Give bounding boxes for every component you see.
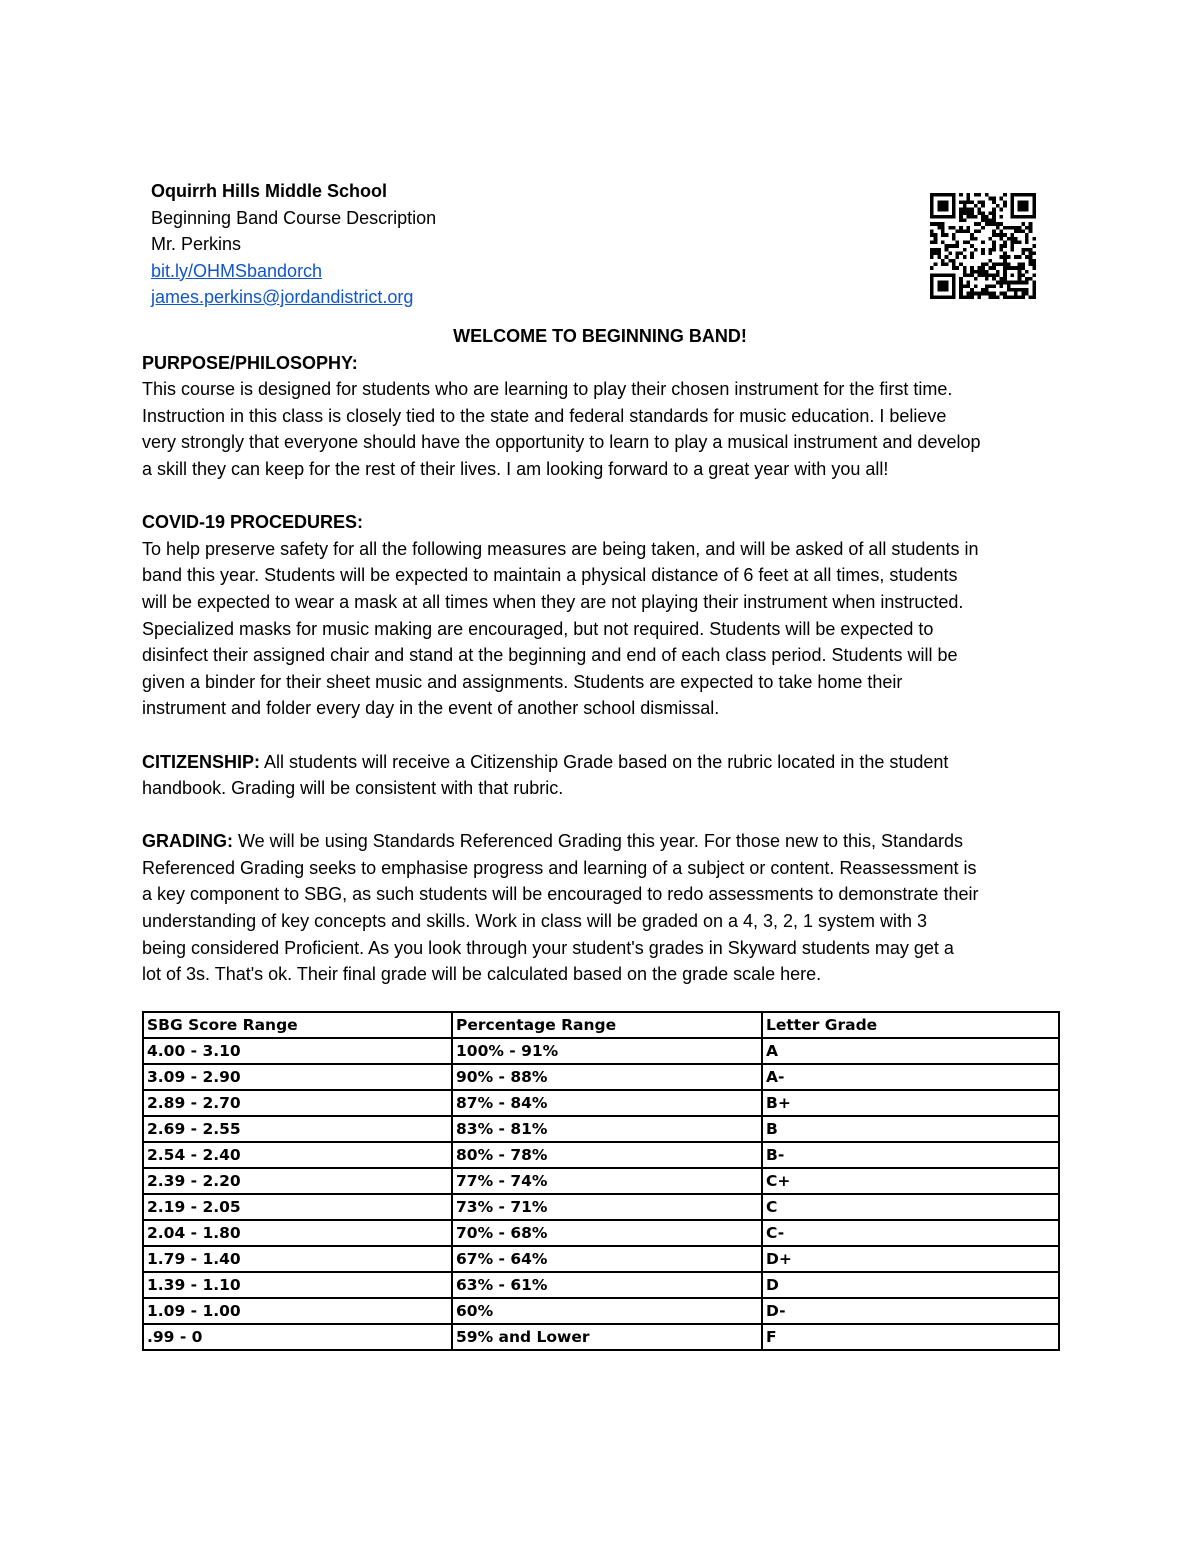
grading-line: lot of 3s. That's ok. Their final grade will be calculated based on the grade scale here. xyxy=(142,964,822,985)
letter-grade-cell: D+ xyxy=(762,1246,1059,1272)
covid-line: given a binder for their sheet music and assignments. Students are expected to take home their xyxy=(142,671,903,692)
qr-code-icon xyxy=(930,193,1036,299)
grading-line xyxy=(142,828,1072,855)
percentage-range-cell: 90% - 88% xyxy=(452,1064,762,1090)
letter-grade-cell: C xyxy=(762,1194,1059,1220)
letter-grade-cell: C+ xyxy=(762,1168,1059,1194)
citizenship-text: All students will receive a Citizenship Grade based on the rubric located in the student xyxy=(260,751,949,772)
percentage-range-cell: 80% - 78% xyxy=(452,1142,762,1168)
grading-line: a key component to SBG, as such students will be encouraged to redo assessments to demonstrate their xyxy=(142,884,979,905)
purpose-heading: PURPOSE/PHILOSOPHY: xyxy=(142,352,358,373)
covid-line: instrument and folder every day in the event of another school dismissal. xyxy=(142,698,720,719)
letter-grade-cell: F xyxy=(762,1324,1059,1350)
percentage-range-cell: 59% and Lower xyxy=(452,1324,762,1350)
grading-line: being considered Proficient. As you look through your student's grades in Skyward students may get a xyxy=(142,937,954,958)
teacher-name: Mr. Perkins xyxy=(151,234,242,254)
table-row xyxy=(143,1324,1059,1350)
covid-line: To help preserve safety for all the following measures are being taken, and will be asked of all students in xyxy=(142,538,979,559)
grading-heading: GRADING: xyxy=(142,831,233,852)
header-sbg-range: SBG Score Range xyxy=(143,1012,452,1038)
header-percentage-range: Percentage Range xyxy=(452,1012,762,1038)
letter-grade-cell: A xyxy=(762,1038,1059,1064)
table-row xyxy=(143,1298,1059,1324)
table-row xyxy=(143,1038,1059,1064)
sbg-range-cell: .99 - 0 xyxy=(143,1324,452,1350)
table-row xyxy=(143,1064,1059,1090)
sbg-range-cell: 2.39 - 2.20 xyxy=(143,1168,452,1194)
email-link[interactable]: james.perkins@jordandistrict.org xyxy=(151,287,414,307)
percentage-range-cell: 70% - 68% xyxy=(452,1220,762,1246)
table-row xyxy=(143,1246,1059,1272)
purpose-line: This course is designed for students who are learning to play their chosen instrument for the first time. xyxy=(142,379,953,400)
letter-grade-cell: D- xyxy=(762,1298,1059,1324)
grade-scale-table xyxy=(142,1011,1060,1351)
covid-line: Specialized masks for music making are encouraged, but not required. Students will be expected to xyxy=(142,618,934,639)
covid-paragraph xyxy=(142,536,1072,722)
percentage-range-cell: 83% - 81% xyxy=(452,1116,762,1142)
purpose-line: Instruction in this class is closely tied to the state and federal standards for music education. I believe xyxy=(142,405,947,426)
sbg-range-cell: 2.89 - 2.70 xyxy=(143,1090,452,1116)
school-name: Oquirrh Hills Middle School xyxy=(151,181,388,201)
sbg-range-cell: 3.09 - 2.90 xyxy=(143,1064,452,1090)
percentage-range-cell: 77% - 74% xyxy=(452,1168,762,1194)
table-row xyxy=(143,1168,1059,1194)
covid-heading: COVID-19 PROCEDURES: xyxy=(142,512,364,533)
table-row xyxy=(143,1272,1059,1298)
covid-line: will be expected to wear a mask at all times when they are not playing their instrument when instructed. xyxy=(142,591,964,612)
course-title: Beginning Band Course Description xyxy=(151,207,437,228)
table-row xyxy=(143,1194,1059,1220)
letter-grade-cell: D xyxy=(762,1272,1059,1298)
letter-grade-cell: A- xyxy=(762,1064,1059,1090)
percentage-range-cell: 60% xyxy=(452,1298,762,1324)
sbg-range-cell: 1.39 - 1.10 xyxy=(143,1272,452,1298)
percentage-range-cell: 73% - 71% xyxy=(452,1194,762,1220)
document-body xyxy=(142,323,1072,988)
welcome-heading: WELCOME TO BEGINNING BAND! xyxy=(453,326,747,346)
percentage-range-cell: 63% - 61% xyxy=(452,1272,762,1298)
grading-paragraph xyxy=(142,828,1072,988)
sbg-range-cell: 1.79 - 1.40 xyxy=(143,1246,452,1272)
citizenship-paragraph xyxy=(142,749,1072,802)
covid-line: disinfect their assigned chair and stand at the beginning and end of each class period. Students will be xyxy=(142,645,958,666)
grading-text: We will be using Standards Referenced Grading this year. For those new to this, Standards xyxy=(233,831,964,852)
letter-grade-cell: B+ xyxy=(762,1090,1059,1116)
citizenship-heading: CITIZENSHIP: xyxy=(142,751,261,772)
table-header-row xyxy=(143,1012,1059,1038)
citizenship-line xyxy=(142,749,1072,776)
sbg-range-cell: 2.69 - 2.55 xyxy=(143,1116,452,1142)
percentage-range-cell: 67% - 64% xyxy=(452,1246,762,1272)
letter-grade-cell: C- xyxy=(762,1220,1059,1246)
table-row xyxy=(143,1220,1059,1246)
percentage-range-cell: 87% - 84% xyxy=(452,1090,762,1116)
sbg-range-cell: 1.09 - 1.00 xyxy=(143,1298,452,1324)
sbg-range-cell: 2.04 - 1.80 xyxy=(143,1220,452,1246)
table-row xyxy=(143,1090,1059,1116)
table-row xyxy=(143,1116,1059,1142)
document-header xyxy=(151,178,436,311)
covid-line: band this year. Students will be expected to maintain a physical distance of 6 feet at all times, students xyxy=(142,565,958,586)
sbg-range-cell: 4.00 - 3.10 xyxy=(143,1038,452,1064)
sbg-range-cell: 2.19 - 2.05 xyxy=(143,1194,452,1220)
purpose-paragraph xyxy=(142,376,1072,482)
header-letter-grade: Letter Grade xyxy=(762,1012,1059,1038)
citizenship-line: handbook. Grading will be consistent with that rubric. xyxy=(142,778,564,799)
purpose-line: a skill they can keep for the rest of their lives. I am looking forward to a great year with you all! xyxy=(142,458,889,479)
grading-line: Referenced Grading seeks to emphasise progress and learning of a subject or content. Reassessment is xyxy=(142,857,977,878)
percentage-range-cell: 100% - 91% xyxy=(452,1038,762,1064)
sbg-range-cell: 2.54 - 2.40 xyxy=(143,1142,452,1168)
website-link[interactable]: bit.ly/OHMSbandorch xyxy=(151,260,323,281)
grading-line: understanding of key concepts and skills. Work in class will be graded on a 4, 3, 2, 1 system with 3 xyxy=(142,911,928,932)
table-row xyxy=(143,1142,1059,1168)
letter-grade-cell: B xyxy=(762,1116,1059,1142)
letter-grade-cell: B- xyxy=(762,1142,1059,1168)
purpose-line: very strongly that everyone should have the opportunity to learn to play a musical instrument and develop xyxy=(142,432,981,453)
